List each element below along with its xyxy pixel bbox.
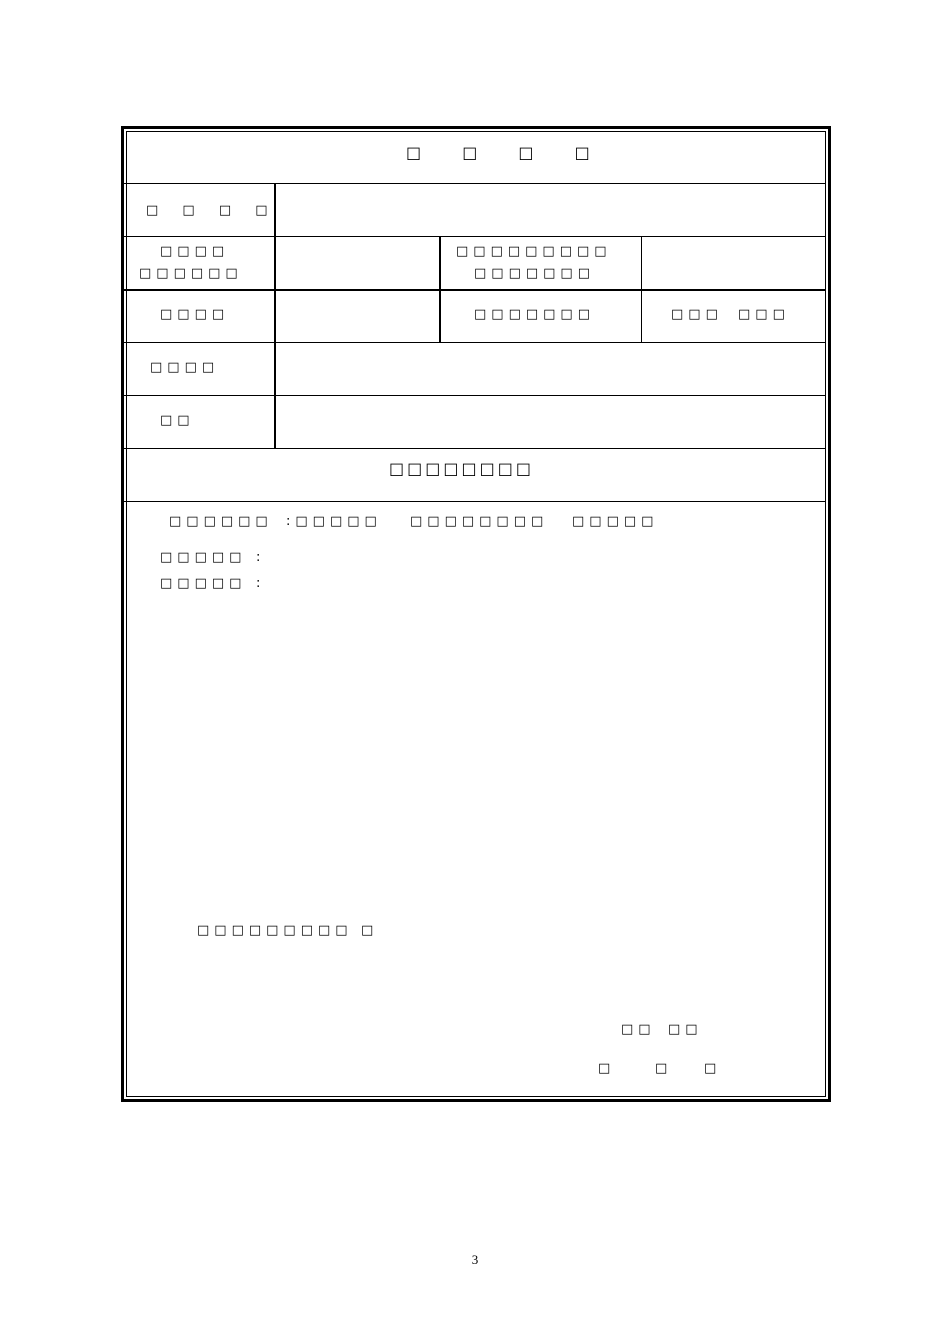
section-line2-label: □□□□□ bbox=[160, 550, 247, 565]
row-divider bbox=[124, 289, 826, 291]
page-number: 3 bbox=[471, 1252, 479, 1267]
row4-input-cell[interactable] bbox=[277, 344, 825, 394]
row1-label: □ □ □ □ bbox=[146, 203, 278, 218]
signature-label-a: □□ bbox=[621, 1022, 656, 1037]
section-writing-area[interactable] bbox=[127, 600, 825, 910]
row-divider bbox=[124, 183, 826, 184]
section-line1-part-c: □□□□□□□□ bbox=[410, 514, 549, 529]
row2-input-cell[interactable] bbox=[277, 238, 438, 288]
date-day-mark: □ bbox=[704, 1061, 722, 1076]
section-line3-colon: : bbox=[256, 576, 266, 591]
row-divider bbox=[124, 501, 826, 502]
label-column-divider bbox=[274, 184, 276, 448]
form-title: □ □ □ □ bbox=[406, 143, 608, 162]
section-line1-part-a: □□□□□□ bbox=[169, 514, 273, 529]
row-divider bbox=[124, 395, 826, 396]
row1-input-cell[interactable] bbox=[277, 185, 825, 235]
row3-right-value-a: □□□ bbox=[671, 307, 723, 322]
section-statement: □□□□□□□□□ bbox=[197, 923, 353, 938]
section-heading: □□□□□□□□ bbox=[389, 459, 534, 478]
section-line3-label: □□□□□ bbox=[160, 576, 247, 591]
right-column-divider bbox=[641, 237, 642, 342]
row3-right-value-b: □□□ bbox=[738, 307, 790, 322]
middle-column-divider bbox=[439, 237, 441, 342]
date-year-mark: □ bbox=[598, 1061, 616, 1076]
row-divider bbox=[124, 342, 826, 343]
section-line1-part-d: □□□□□ bbox=[572, 514, 659, 529]
row5-label: □□ bbox=[160, 413, 195, 428]
row2-label-line1: □□□□ bbox=[160, 244, 230, 259]
row-divider bbox=[124, 236, 826, 237]
date-month-mark: □ bbox=[655, 1061, 673, 1076]
row-divider bbox=[124, 448, 826, 449]
row5-input-cell[interactable] bbox=[277, 397, 825, 447]
row4-label: □□□□ bbox=[150, 360, 220, 375]
section-statement-end: □ bbox=[361, 923, 379, 938]
row3-label: □□□□ bbox=[160, 307, 230, 322]
row2-label-line2: □□□□□□ bbox=[139, 266, 243, 281]
row2-middle-label-line1: □□□□□□□□□ bbox=[456, 244, 612, 259]
signature-label-b: □□ bbox=[668, 1022, 703, 1037]
row2-right-input-cell[interactable] bbox=[643, 238, 825, 288]
row2-middle-label-line2: □□□□□□□ bbox=[474, 266, 595, 281]
section-line1-part-b: :□□□□□ bbox=[286, 514, 382, 529]
row3-input-cell[interactable] bbox=[277, 291, 438, 341]
row3-middle-label: □□□□□□□ bbox=[474, 307, 595, 322]
section-line2-colon: : bbox=[256, 550, 266, 565]
